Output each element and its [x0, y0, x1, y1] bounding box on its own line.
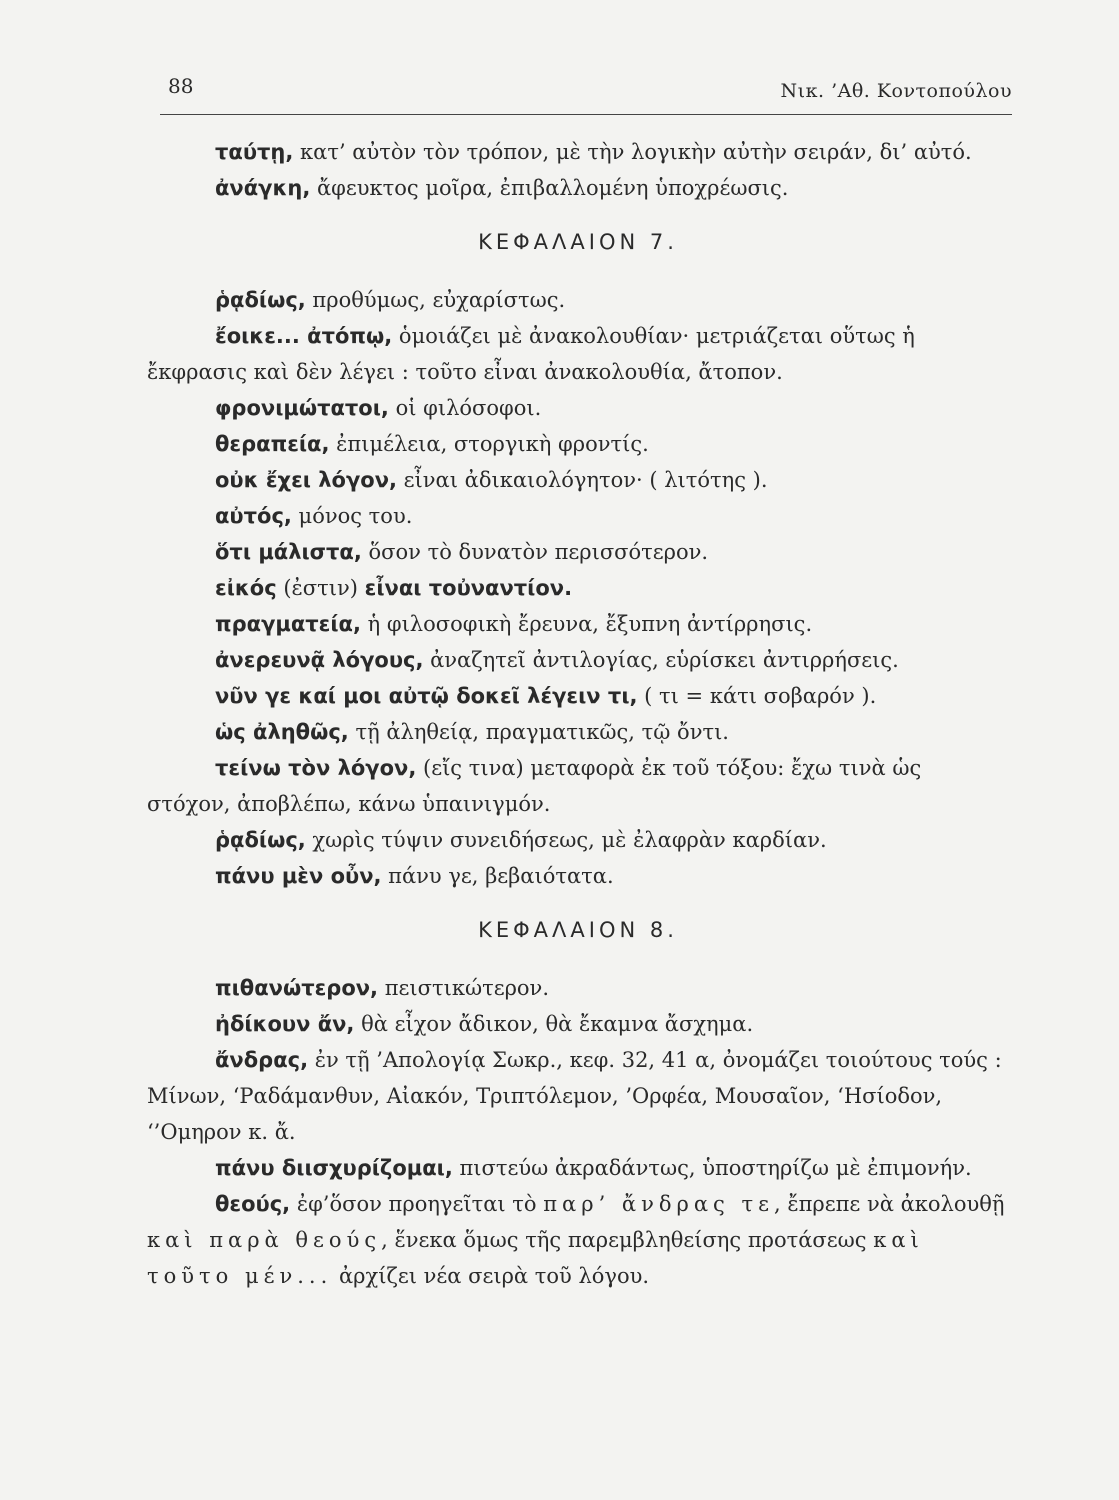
glossary-entry: [147, 134, 1009, 170]
glossary-entry: [147, 462, 1009, 498]
glossary-entry: [147, 678, 1009, 714]
headword: νῦν γε καί μοι αὐτῷ δοκεῖ λέγειν τι,: [215, 684, 638, 708]
headword: ῥᾳδίως,: [215, 828, 306, 852]
definition: ὁμοιάζει μὲ ἀνακολουθίαν· μετριάζεται οὕτως ἡ ἔκφρασις καὶ δὲν λέγει : τοῦτο εἶναι ἀνακολουθία, ἄτοπον.: [147, 324, 915, 384]
headword: αὐτός,: [215, 504, 292, 528]
headword: πιθανώτερον,: [215, 976, 379, 1000]
headword: ὅτι μάλιστα,: [215, 540, 362, 564]
headword: τείνω τὸν λόγον,: [215, 756, 417, 780]
headword: πάνυ διισχυρίζομαι,: [215, 1156, 453, 1180]
running-head: Νικ. ’Αθ. Κοντοπούλου: [780, 80, 1012, 102]
headword: ῥᾳδίως,: [215, 288, 306, 312]
chapter-heading: ΚΕΦΑΛΑΙΟΝ 7.: [478, 230, 678, 254]
headword: πραγματεία,: [215, 612, 361, 636]
headword: φρονιμώτατοι,: [215, 396, 389, 420]
glossary-entry: [147, 606, 1009, 642]
definition: πιστεύω ἀκραδάντως, ὑποστηρίζω μὲ ἐπιμονήν.: [452, 1156, 972, 1180]
headword: θεούς,: [215, 1192, 291, 1216]
headword: ἀνερευνᾷ λόγους,: [215, 648, 424, 672]
definition: προθύμως, εὐχαρίστως.: [305, 288, 566, 312]
definition: ὅσον τὸ δυνατὸν περισσότερον.: [361, 540, 709, 564]
page-header: [160, 74, 1012, 115]
definition: οἱ φιλόσοφοι.: [388, 396, 542, 420]
headword: ἔοικε... ἀτόπῳ,: [215, 324, 393, 348]
glossary-entry: [147, 534, 1009, 570]
headword: πάνυ μὲν οὖν,: [215, 864, 382, 888]
headword: ταύτῃ,: [215, 140, 294, 164]
chapter-heading: ΚΕΦΑΛΑΙΟΝ 8.: [478, 918, 678, 942]
definition: ἄφευκτος μοῖρα, ἐπιβαλλομένη ὑποχρέωσις.: [310, 176, 789, 200]
definition: (εἴς τινα) μεταφορὰ ἐκ τοῦ τόξου: ἔχω τινὰ ὡς στόχον, ἀποβλέπω, κάνω ὑπαινιγμόν.: [147, 756, 922, 816]
glossary-entry: [147, 714, 1009, 750]
glossary-entry: [147, 390, 1009, 426]
headword: ἀνάγκη,: [215, 176, 311, 200]
definition: ἐφ’ὅσον προηγεῖται τὸ: [290, 1192, 544, 1216]
definition: , ἔπρεπε νὰ ἀκολουθῇ: [773, 1192, 1005, 1216]
body-text: [147, 134, 1009, 1294]
definition: χωρὶς τύψιν συνειδήσεως, μὲ ἐλαφρὰν καρδίαν.: [305, 828, 827, 852]
headword: ὡς ἀληθῶς,: [215, 720, 349, 744]
spaced-quote: καὶ παρὰ θεούς: [147, 1228, 382, 1252]
glossary-entry: [147, 1006, 1009, 1042]
headword: ἄνδρας,: [215, 1048, 309, 1072]
glossary-entry: [147, 170, 1009, 206]
glossary-entry: [147, 970, 1009, 1006]
glossary-entry: [147, 498, 1009, 534]
glossary-entry: [147, 1042, 1009, 1150]
glossary-entry: [147, 858, 1009, 894]
spaced-quote: καὶ τοῦτο μέν...: [147, 1228, 924, 1288]
headword: θεραπεία,: [215, 432, 330, 456]
glossary-entry: [147, 1150, 1009, 1186]
glossary-entry: [147, 642, 1009, 678]
definition: ἐπιμέλεια, στοργικὴ φροντίς.: [329, 432, 649, 456]
definition: μόνος του.: [291, 504, 413, 528]
glossary-entry: [147, 822, 1009, 858]
definition: κατ’ αὐτὸν τὸν τρόπον, μὲ τὴν λογικὴν αὐτὴν σειράν, δι’ αὐτό.: [293, 140, 972, 164]
definition: θὰ εἶχον ἄδικον, θὰ ἔκαμνα ἄσχημα.: [354, 1012, 754, 1036]
definition: (ἐστιν): [276, 576, 365, 600]
definition: ( τι = κάτι σοβαρόν ).: [637, 684, 877, 708]
glossary-entry: [147, 570, 1009, 606]
page-number: 88: [168, 74, 194, 98]
definition: , ἕνεκα ὅμως τῆς παρεμβληθείσης προτάσεως: [381, 1228, 874, 1252]
headword-gloss: εἶναι τοὐναντίον.: [364, 576, 573, 600]
glossary-entry: [147, 318, 1009, 390]
definition: πειστικώτερον.: [378, 976, 549, 1000]
definition: ἐν τῇ ’Απολογίᾳ Σωκρ., κεφ. 32, 41 α, ὀνομάζει τοιούτους τούς : Μίνων, ‘Ραδάμανθυν, Αἰακόν, Τριπτόλεμον, ’Ορφέα, Μουσαῖον, ‘Ησίοδον, ‘’Ομηρον κ. ἄ.: [147, 1048, 1002, 1144]
definition: τῇ ἀληθείᾳ, πραγματικῶς, τῷ ὄντι.: [348, 720, 729, 744]
definition: πάνυ γε, βεβαιότατα.: [381, 864, 614, 888]
glossary-entry: [147, 282, 1009, 318]
definition: εἶναι ἀδικαιολόγητον· ( λιτότης ).: [397, 468, 768, 492]
definition: ἀναζητεῖ ἀντιλογίας, εὑρίσκει ἀντιρρήσεις.: [423, 648, 899, 672]
glossary-entry: [147, 1186, 1009, 1294]
definition: ἡ φιλοσοφικὴ ἔρευνα, ἔξυπνη ἀντίρρησις.: [360, 612, 813, 636]
definition: ἀρχίζει νέα σειρὰ τοῦ λόγου.: [332, 1264, 650, 1288]
glossary-entry: [147, 750, 1009, 822]
spaced-quote: παρ’ ἄνδρας τε: [543, 1192, 774, 1216]
headword: ἠδίκουν ἄν,: [215, 1012, 355, 1036]
glossary-entry: [147, 426, 1009, 462]
headword: εἰκός: [215, 576, 277, 600]
headword: οὐκ ἔχει λόγον,: [215, 468, 397, 492]
